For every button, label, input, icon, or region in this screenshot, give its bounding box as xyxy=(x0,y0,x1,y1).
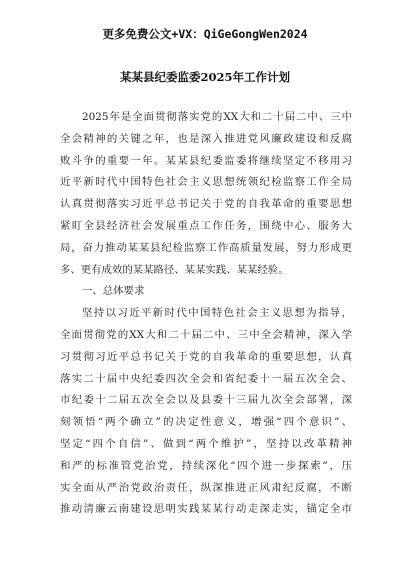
paragraph-line: 多、更有成效的某某路径、某某实践、某某经验。 xyxy=(60,263,289,276)
paragraph-line: 坚持以习近平新时代中国特色社会主义思想为指导， xyxy=(82,307,352,320)
section-heading: 一、总体要求 xyxy=(82,285,145,298)
paragraph-line: 2025年是全面贯彻落实党的XX大和二十届二中、三中 xyxy=(82,111,352,123)
paragraph-line: 败斗争的重要一年。某某县纪委监委将继续坚定不移用习 xyxy=(60,154,352,167)
paragraph-line: 认真贯彻落实习近平总书记关于党的自我革命的重要思想 xyxy=(60,198,352,211)
paragraph-line: 和严的标准管党治党，持续深化“四个进一步探索”，压 xyxy=(60,459,352,472)
paragraph-line: 市纪委十二届五次全会以及县委十三届九次全会部署，深 xyxy=(60,394,352,407)
paragraph-line: 刻领悟“两个确立”的决定性意义，增强“四个意识”、 xyxy=(60,416,352,429)
watermark-banner: 更多免费公文+VX：QiGeGongWen2024 xyxy=(102,27,308,41)
paragraph-line: 习贯彻习近平总书记关于党的自我革命的重要思想，认真 xyxy=(60,350,352,363)
paragraph-line: 近平新时代中国特色社会主义思想统领纪检监察工作全局 xyxy=(60,176,352,189)
paragraph-line: 落实二十届中央纪委四次全会和省纪委十一届五次全会、 xyxy=(60,372,352,385)
paragraph-line: 实全面从严治党政治责任，纵深推进正风肃纪反腐，不断 xyxy=(60,481,352,494)
paragraph-line: 推动清廉云南建设思明实践某某行动走深走实，锚定全市 xyxy=(60,503,352,516)
document-body xyxy=(60,107,352,521)
paragraph-line: 全会精神的关键之年，也是深入推进党风廉政建设和反腐 xyxy=(60,132,352,145)
paragraph-line: 紧盯全县经济社会发展重点工作任务，围绕中心、服务大 xyxy=(60,219,352,232)
document-title: 某某县纪委监委2025年工作计划 xyxy=(119,70,290,84)
paragraph-line: 全面贯彻党的XX大和二十届二中、三中全会精神，深入学 xyxy=(60,328,352,341)
paragraph-line: 坚定“四个自信”、做到“两个维护”，坚持以改革精神 xyxy=(60,437,352,450)
paragraph-line: 局，奋力推动某某县纪检监察工作高质量发展，努力形成更 xyxy=(60,241,352,254)
